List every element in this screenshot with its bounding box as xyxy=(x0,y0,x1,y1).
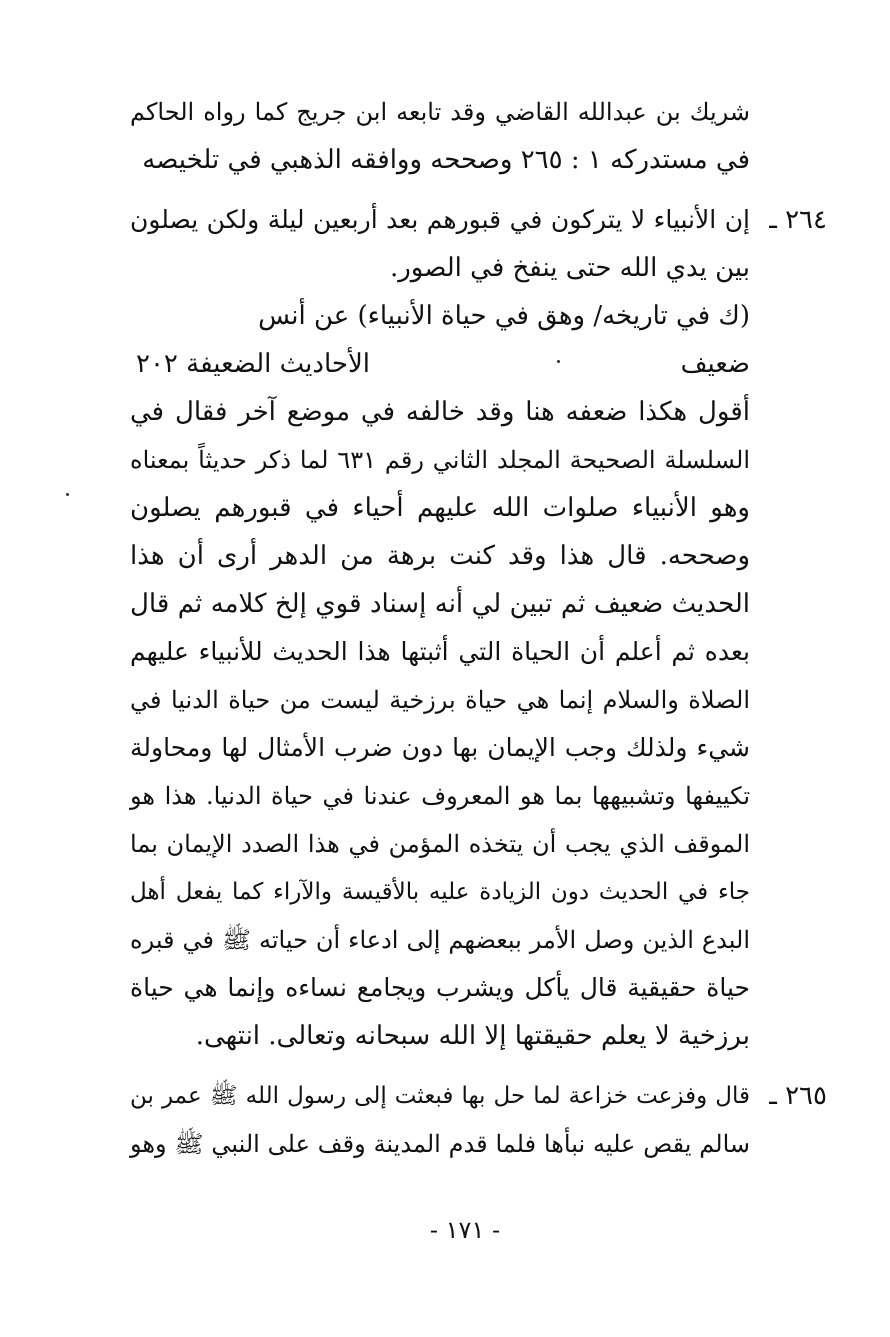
scan-speck xyxy=(557,360,560,363)
entry-264-comment-line-8: شيء ولذلك وجب الإيمان بها دون ضرب الأمثال لها ومحاولة xyxy=(130,733,750,762)
entry-264-grade: ضعيف xyxy=(680,349,750,379)
page-number: - ١٧١ - xyxy=(429,1216,501,1244)
entry-264-source: (ك في تاريخه/ وهق في حياة الأنبياء) عن أنس xyxy=(258,301,750,331)
prev-entry-line-2: في مستدركه ١ : ٢٦٥ وصححه ووافقه الذهبي في تلخيصه xyxy=(142,145,750,175)
entry-265-line-1: قال وفزعت خزاعة لما حل بها فبعثت إلى رسول الله ﷺ عمر بن xyxy=(130,1083,750,1109)
entry-264-comment-line-6: بعده ثم أعلم أن الحياة التي أثبتها هذا الحديث للأنبياء عليهم xyxy=(130,637,750,666)
entry-264-comment-line-11: جاء في الحديث دون الزيادة عليه بالأقيسة والآراء كما يفعل أهل xyxy=(130,879,750,905)
entry-264-comment-line-12: البدع الذين وصل الأمر ببعضهم إلى ادعاء أن حياته ﷺ في قبره xyxy=(130,926,750,954)
entry-264-comment-line-4: وصححه. قال هذا وقد كنت برهة من الدهر أرى أن هذا xyxy=(130,541,750,571)
entry-264-number: ٢٦٤ ـ xyxy=(769,205,827,235)
entry-264-comment-line-9: تكييفها وتشبيهها بما هو المعروف عندنا في حياة الدنيا. هذا هو xyxy=(130,782,750,810)
entry-264-comment-line-14: برزخية لا يعلم حقيقتها إلا الله سبحانه وتعالى. انتهى. xyxy=(195,1021,750,1051)
entry-264-reference: الأحاديث الضعيفة ٢٠٢ xyxy=(136,349,370,379)
entry-265-number: ٢٦٥ ـ xyxy=(769,1081,827,1111)
entry-264-comment-line-3: وهو الأنبياء صلوات الله عليهم أحياء في قبورهم يصلون xyxy=(130,493,750,523)
entry-264-comment-line-2: السلسلة الصحيحة المجلد الثاني رقم ٦٣١ لما ذكر حديثاً بمعناه xyxy=(130,446,751,474)
scan-speck xyxy=(66,493,69,496)
entry-264-comment-line-5: الحديث ضعيف ثم تبين لي أنه إسناد قوي إلخ كلامه ثم قال xyxy=(130,589,750,619)
entry-264-hadith-line-1: إن الأنبياء لا يتركون في قبورهم بعد أربعين ليلة ولكن يصلون xyxy=(130,205,750,234)
entry-264-comment-line-10: الموقف الذي يجب أن يتخذه المؤمن في هذا الصدد الإيمان بما xyxy=(130,830,750,858)
entry-264-comment-line-7: الصلاة والسلام إنما هي حياة برزخية ليست من حياة الدنيا في xyxy=(130,686,750,714)
entry-264-hadith-line-2: بين يدي الله حتى ينفخ في الصور. xyxy=(389,253,750,283)
prev-entry-line-1: شريك بن عبدالله القاضي وقد تابعه ابن جريج كما رواه الحاكم xyxy=(130,98,750,126)
entry-264-comment-line-1: أقول هكذا ضعفه هنا وقد خالفه في موضع آخر فقال في xyxy=(130,397,750,427)
entry-264-comment-line-13: حياة حقيقية قال يأكل ويشرب ويجامع نساءه وإنما هي حياة xyxy=(130,973,750,1002)
entry-265-line-2: سالم يقص عليه نبأها فلما قدم المدينة وقف على النبي ﷺ وهو xyxy=(130,1130,751,1158)
